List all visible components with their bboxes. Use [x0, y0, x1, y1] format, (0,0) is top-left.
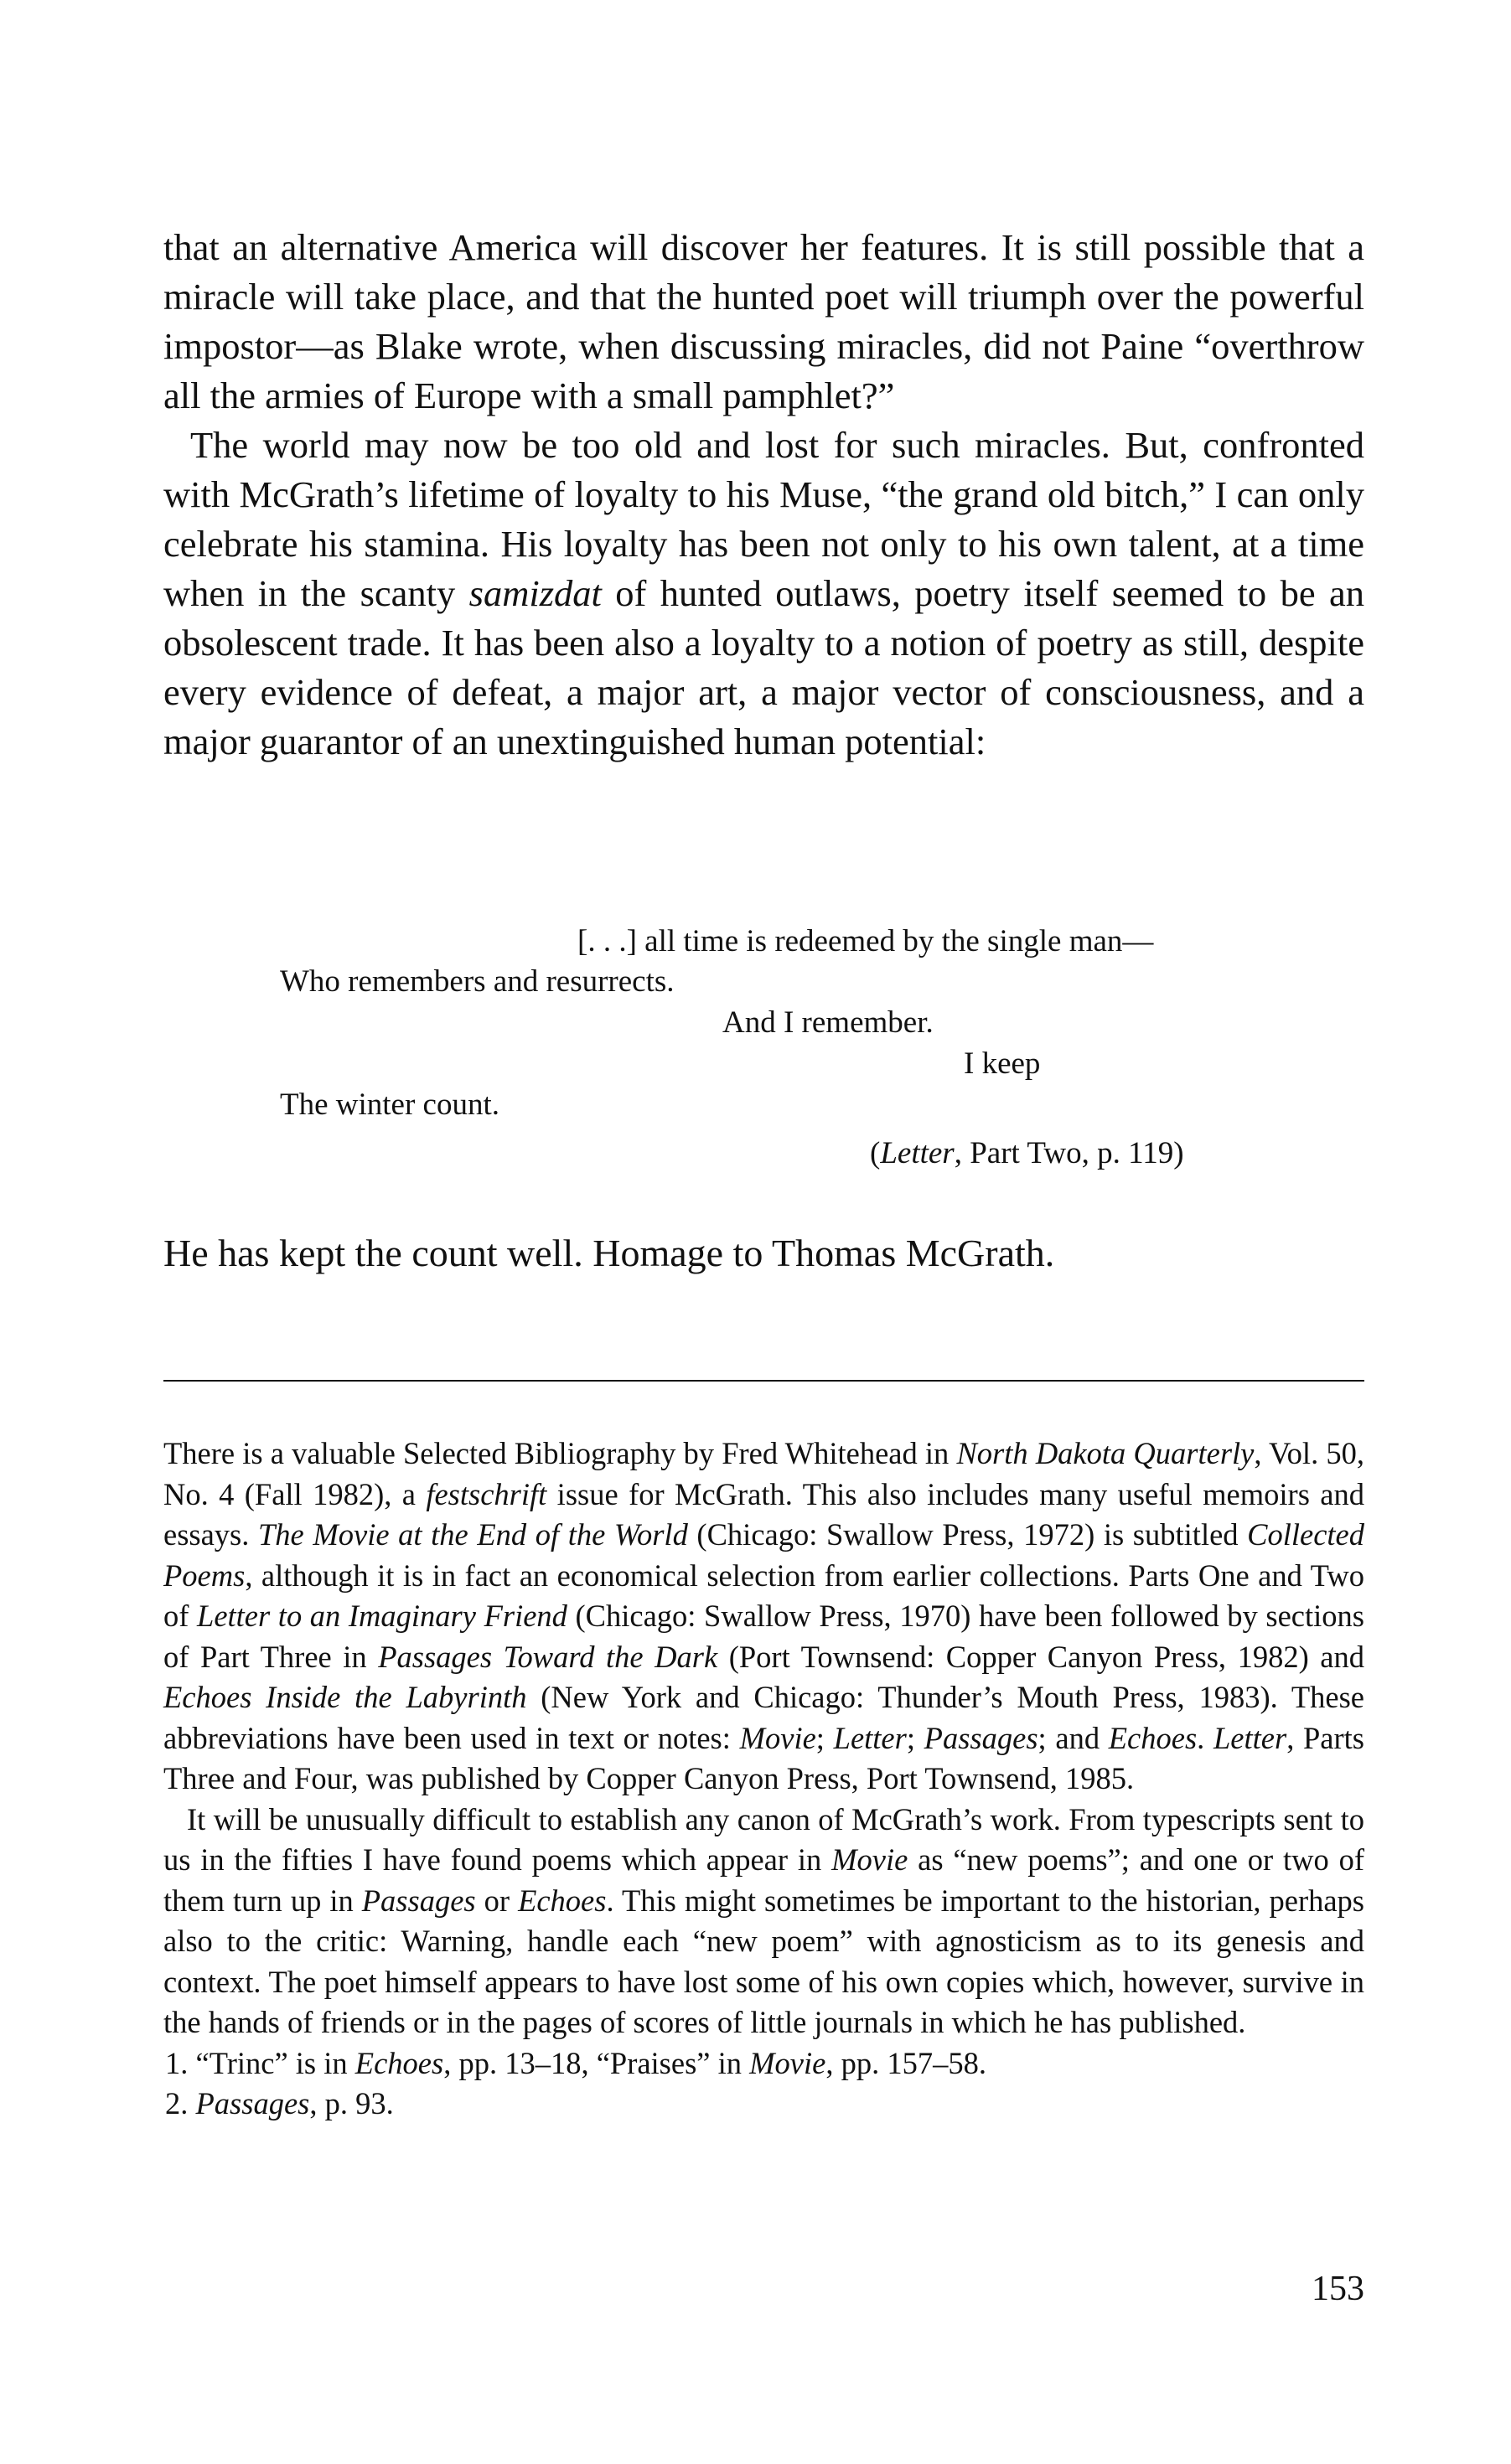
- notes-section: [163, 1433, 1364, 2125]
- verse-line-1: [. . .] all time is redeemed by the single man—: [577, 924, 1154, 958]
- footnote-2: 2. Passages, p. 93.: [165, 2086, 394, 2120]
- paragraph-2: The world may now be too old and lost for such miracles. But, confronted with McGrath’s lifetime of loyalty to his Muse, “the grand old bitch,” I can only celebrate his stamina. His loyalty has been not only to his own talent, at a time when in the scanty samizdat of hunted outlaws, poetry itself seemed to be an obsolescent trade. It has been also a loyalty to a notion of poetry as still, despite every evidence of defeat, a major art, a major vector of consciousness, and a major guarantor of an unextinguished human potential:: [163, 424, 1364, 762]
- bibliography-note-1: There is a valuable Selected Bibliography by Fred Whitehead in North Dakota Quarterly, Vol. 50, No. 4 (Fall 1982), a festschrift issue for McGrath. This also includes many useful memoirs and essays. The Movie at the End of the World (Chicago: Swallow Press, 1972) is subtitled Collected Poems, although it is in fact an economical selection from earlier collections. Parts One and Two of Letter to an Imaginary Friend (Chicago: Swallow Press, 1970) have been followed by sections of Part Three in Passages Toward the Dark (Port Townsend: Copper Canyon Press, 1982) and Echoes Inside the Labyrinth (New York and Chicago: Thunder’s Mouth Press, 1983). These abbreviations have been used in text or notes: Movie; Letter; Passages; and Echoes. Letter, Parts Three and Four, was published by Copper Canyon Press, Port Townsend, 1985.: [163, 1436, 1365, 1795]
- page-number: 153: [1312, 2270, 1364, 2308]
- verse-citation: (Letter, Part Two, p. 119): [870, 1136, 1184, 1170]
- verse-line-5: The winter count.: [280, 1087, 499, 1122]
- verse-line-3: And I remember.: [722, 1005, 934, 1040]
- footnote-1: 1. “Trinc” is in Echoes, pp. 13–18, “Praises” in Movie, pp. 157–58.: [165, 2045, 986, 2080]
- verse-line-2: Who remembers and resurrects.: [280, 964, 675, 999]
- verse-line-4: I keep: [964, 1046, 1041, 1081]
- paragraph-1: that an alternative America will discover her features. It is still possible that a miracle will take place, and that the hunted poet will triumph over the powerful impostor—as Blake wrote, when discussing miracles, did not Paine “overthrow all the armies of Europe with a small pamphlet?”: [163, 226, 1364, 416]
- closing-line: He has kept the count well. Homage to Thomas McGrath.: [163, 1232, 1055, 1274]
- bibliography-note-2: It will be unusually difficult to establish any canon of McGrath’s work. From typescripts sent to us in the fifties I have found poems which appear in Movie as “new poems”; and one or two of them turn up in Passages or Echoes. This might sometimes be important to the historian, perhaps also to the critic: Warning, handle each “new poem” with agnosticism as to its genesis and context. The poet himself appears to have lost some of his own copies which, however, survive in the hands of friends or in the pages of scores of little journals in which he has published.: [163, 1801, 1365, 2039]
- italic-term: samizdat: [468, 572, 602, 614]
- footnote-rule: [163, 1380, 1364, 1382]
- main-text: [163, 223, 1364, 767]
